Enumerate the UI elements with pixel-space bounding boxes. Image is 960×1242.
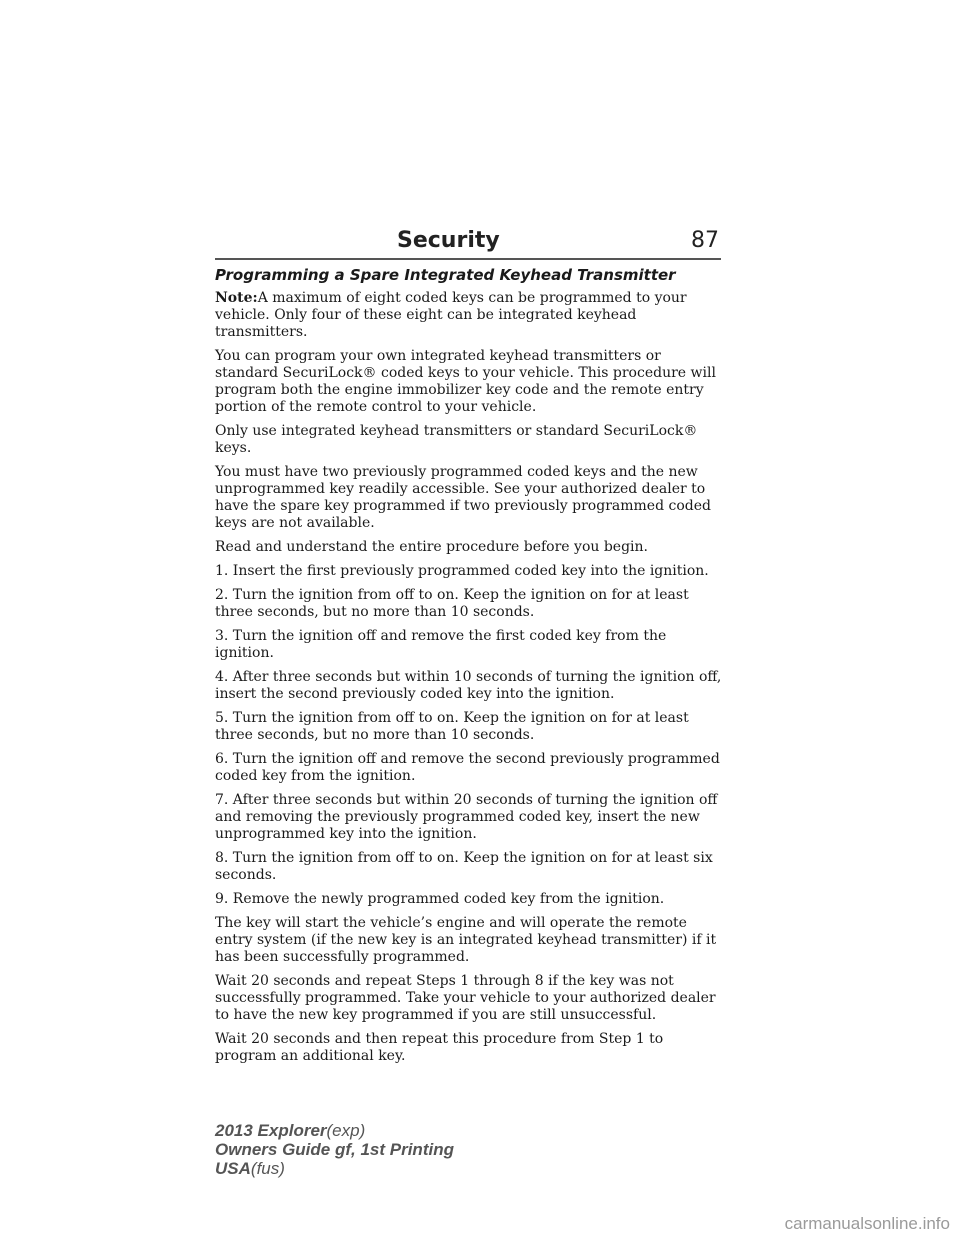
- footer-line-model: [215, 1121, 454, 1140]
- site-watermark: carmanualsonline.info: [784, 1214, 950, 1233]
- page-header: [215, 228, 721, 260]
- page-content: [215, 266, 725, 1072]
- step-9: 9. Remove the newly programmed coded key from the ignition.: [215, 891, 665, 907]
- paragraph: Wait 20 seconds and then repeat this procedure from Step 1 to program an additional key.: [215, 1031, 664, 1064]
- footer-model: 2013 Explorer: [215, 1121, 327, 1140]
- paragraph: You can program your own integrated keyhead transmitters or standard SecuriLock® coded keys to your vehicle. This procedure will program both the engine immobilizer key code and the remote entry portion of the remote control to your vehicle.: [215, 348, 716, 415]
- footer-market: USA: [215, 1159, 251, 1178]
- print-footer: [215, 1121, 454, 1178]
- page-number: 87: [691, 228, 719, 253]
- footer-line-edition: Owners Guide gf, 1st Printing: [215, 1140, 454, 1159]
- footer-line-market: [215, 1159, 454, 1178]
- paragraph: You must have two previously programmed coded keys and the new unprogrammed key readily accessible. See your authorized dealer to have the spare key programmed if two previously programmed coded keys are not available.: [215, 464, 711, 531]
- paragraph: Read and understand the entire procedure before you begin.: [215, 539, 648, 555]
- footer-market-code: (fus): [250, 1159, 285, 1178]
- step-3: 3. Turn the ignition off and remove the first coded key from the ignition.: [215, 628, 667, 661]
- note-paragraph: [215, 290, 725, 341]
- page-title: Security: [397, 228, 500, 253]
- note-text: A maximum of eight coded keys can be programmed to your vehicle. Only four of these eight can be integrated keyhead transmitters.: [215, 290, 687, 340]
- paragraph: Only use integrated keyhead transmitters or standard SecuriLock® keys.: [215, 423, 698, 456]
- paragraph: Wait 20 seconds and repeat Steps 1 through 8 if the key was not successfully programmed. Take your vehicle to your authorized dealer to have the new key programmed if you are still unsuccessful.: [215, 973, 716, 1023]
- step-5: 5. Turn the ignition from off to on. Keep the ignition on for at least three seconds, but no more than 10 seconds.: [215, 710, 689, 743]
- paragraph: The key will start the vehicle’s engine and will operate the remote entry system (if the new key is an integrated keyhead transmitter) if it has been successfully programmed.: [215, 915, 717, 965]
- step-1: 1. Insert the first previously programmed coded key into the ignition.: [215, 563, 709, 579]
- footer-model-code: (exp): [326, 1121, 366, 1140]
- note-label: Note:: [215, 290, 258, 306]
- step-4: 4. After three seconds but within 10 seconds of turning the ignition off, insert the second previously coded key into the ignition.: [215, 669, 722, 702]
- step-6: 6. Turn the ignition off and remove the second previously programmed coded key from the ignition.: [215, 751, 720, 784]
- step-2: 2. Turn the ignition from off to on. Keep the ignition on for at least three seconds, but no more than 10 seconds.: [215, 587, 689, 620]
- section-heading: Programming a Spare Integrated Keyhead Transmitter: [215, 266, 676, 284]
- step-7: 7. After three seconds but within 20 seconds of turning the ignition off and removing the previously programmed coded key, insert the new unprogrammed key into the ignition.: [215, 792, 718, 842]
- step-8: 8. Turn the ignition from off to on. Keep the ignition on for at least six seconds.: [215, 850, 713, 883]
